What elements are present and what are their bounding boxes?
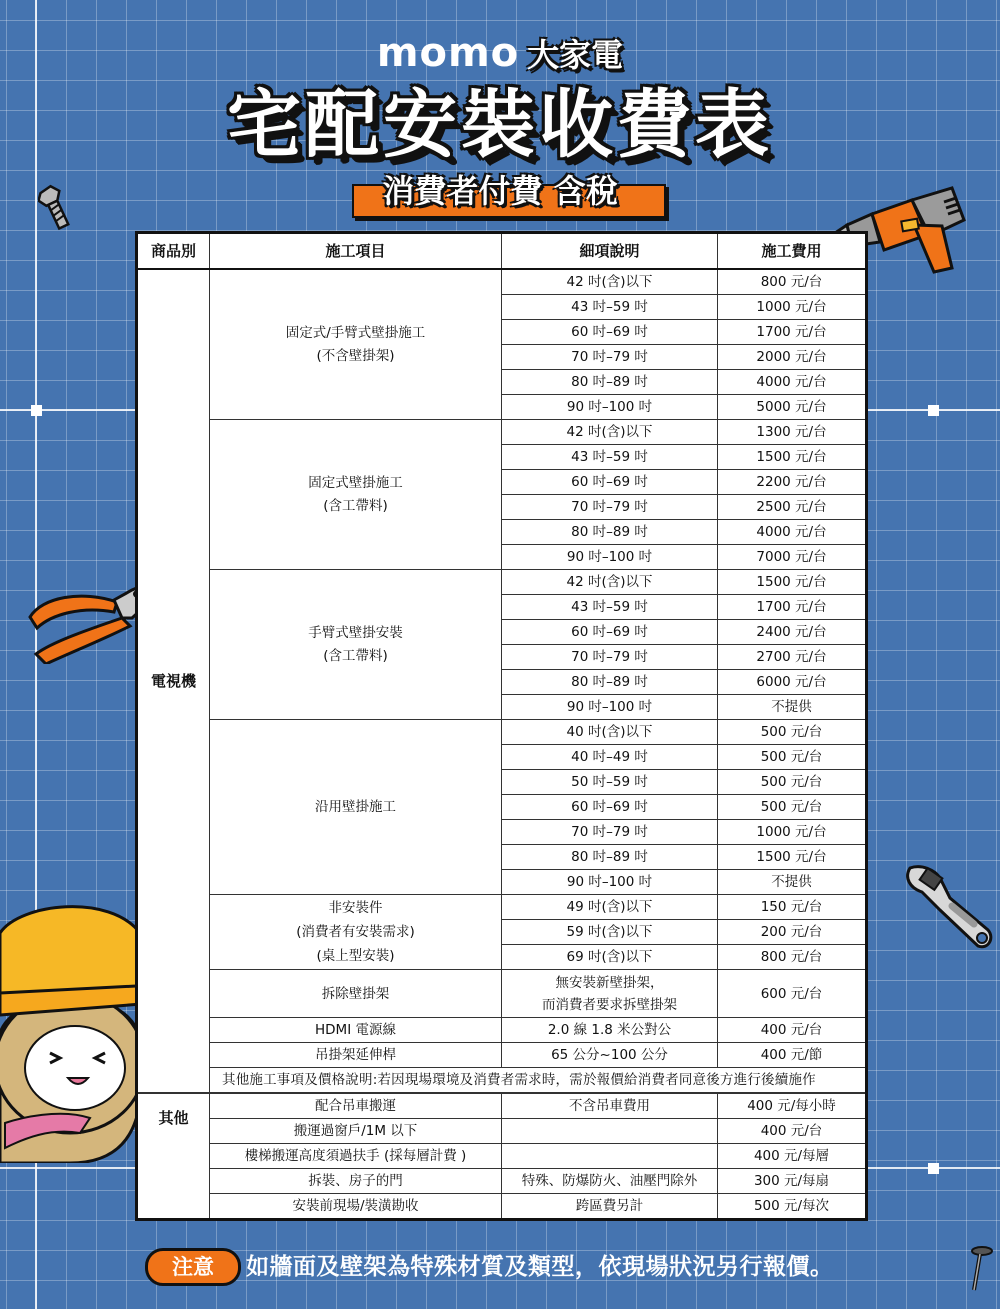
fee-cell: 400 元/每層 [718, 1144, 867, 1169]
detail-cell: 80 吋–89 吋 [502, 670, 718, 695]
detail-cell: 40 吋(含)以下 [502, 720, 718, 745]
header-item: 施工項目 [210, 233, 502, 270]
detail-cell: 80 吋–89 吋 [502, 845, 718, 870]
table-row [137, 970, 867, 1018]
note-row: 其他施工事項及價格說明:若因現場環境及消費者需求時，需於報價給消費者同意後方進行後續施作 [210, 1068, 867, 1094]
table-row [137, 1194, 867, 1220]
page-title: 宅配安裝收費表 [227, 82, 773, 168]
fee-cell: 1700 元/台 [718, 320, 867, 345]
wrench-icon [900, 858, 1000, 953]
detail-cell: 49 吋(含)以下 [502, 895, 718, 920]
table-row [137, 1093, 867, 1119]
detail-line: 無安裝新壁掛架， [555, 974, 664, 991]
fee-cell: 6000 元/台 [718, 670, 867, 695]
detail-cell: 90 吋–100 吋 [502, 395, 718, 420]
detail-cell: 90 吋–100 吋 [502, 545, 718, 570]
fee-cell: 1000 元/台 [718, 820, 867, 845]
detail-cell: 65 公分~100 公分 [502, 1043, 718, 1068]
fee-cell: 500 元/台 [718, 745, 867, 770]
category-label: 其他 [158, 1109, 189, 1127]
fee-cell: 800 元/台 [718, 269, 867, 295]
item-label: 手臂式壁掛安裝 [308, 624, 403, 641]
header-detail: 細項說明 [502, 233, 718, 270]
fee-cell: 500 元/每次 [718, 1194, 867, 1220]
table-row [137, 269, 867, 295]
fee-cell: 5000 元/台 [718, 395, 867, 420]
detail-cell: 43 吋–59 吋 [502, 445, 718, 470]
item-cell: HDMI 電源線 [210, 1018, 502, 1043]
detail-cell: 60 吋–69 吋 [502, 320, 718, 345]
table-row [137, 1043, 867, 1068]
fee-cell: 800 元/台 [718, 945, 867, 970]
item-cell [210, 420, 502, 570]
fee-cell: 400 元/每小時 [718, 1093, 867, 1119]
detail-cell: 90 吋–100 吋 [502, 870, 718, 895]
fee-cell: 4000 元/台 [718, 370, 867, 395]
detail-cell: 42 吋(含)以下 [502, 269, 718, 295]
detail-cell: 42 吋(含)以下 [502, 570, 718, 595]
detail-cell: 90 吋–100 吋 [502, 695, 718, 720]
detail-cell: 70 吋–79 吋 [502, 820, 718, 845]
fee-cell: 1000 元/台 [718, 295, 867, 320]
detail-cell: 43 吋–59 吋 [502, 295, 718, 320]
fee-cell: 4000 元/台 [718, 520, 867, 545]
detail-cell: 42 吋(含)以下 [502, 420, 718, 445]
fee-cell: 300 元/每扇 [718, 1169, 867, 1194]
item-cell: 配合吊車搬運 [210, 1093, 502, 1119]
fee-cell: 2500 元/台 [718, 495, 867, 520]
notice-text: 如牆面及壁架為特殊材質及類型，依現場狀況另行報價。 [246, 1254, 834, 1280]
table-row [137, 570, 867, 595]
detail-line: 而消費者要求拆壁掛架 [542, 996, 677, 1013]
detail-cell [502, 1119, 718, 1144]
fee-cell: 1700 元/台 [718, 595, 867, 620]
fee-cell: 1500 元/台 [718, 570, 867, 595]
item-sublabel: (含工帶料) [323, 497, 388, 514]
item-label: 非安裝件 [328, 900, 383, 916]
detail-cell [502, 970, 718, 1018]
detail-cell: 43 吋–59 吋 [502, 595, 718, 620]
notice-badge: 注意 [145, 1248, 241, 1286]
fee-table [135, 231, 868, 1221]
item-cell: 拆裝、房子的門 [210, 1169, 502, 1194]
detail-cell: 不含吊車費用 [502, 1093, 718, 1119]
table-row [137, 1144, 867, 1169]
fee-cell: 2000 元/台 [718, 345, 867, 370]
fee-cell: 400 元/節 [718, 1043, 867, 1068]
item-label: 固定式/手臂式壁掛施工 [285, 324, 426, 341]
detail-cell: 70 吋–79 吋 [502, 645, 718, 670]
detail-cell: 60 吋–69 吋 [502, 795, 718, 820]
detail-cell: 特殊、防爆防火、油壓門除外 [502, 1169, 718, 1194]
header-category: 商品別 [137, 233, 210, 270]
item-cell: 樓梯搬運高度須過扶手 (採每層計費 ) [210, 1144, 502, 1169]
table-row [137, 1169, 867, 1194]
grid-marker [928, 405, 939, 416]
item-sublabel: (含工帶料) [323, 647, 388, 664]
table-row [137, 1068, 867, 1094]
fee-cell: 1500 元/台 [718, 445, 867, 470]
fee-cell: 2700 元/台 [718, 645, 867, 670]
detail-cell: 60 吋–69 吋 [502, 620, 718, 645]
table-row [137, 420, 867, 445]
table-row [137, 720, 867, 745]
item-cell [210, 269, 502, 420]
item-label: 沿用壁掛施工 [315, 798, 396, 815]
item-cell: 吊掛架延伸桿 [210, 1043, 502, 1068]
item-label: 固定式壁掛施工 [308, 474, 403, 491]
grid-marker [31, 405, 42, 416]
momo-logo: momo [376, 30, 520, 76]
fee-cell: 1500 元/台 [718, 845, 867, 870]
fee-cell: 不提供 [718, 695, 867, 720]
item-cell [210, 570, 502, 720]
subtitle-text: 消費者付費 含稅 [382, 172, 618, 210]
item-cell: 安裝前現場/裝潢勘收 [210, 1194, 502, 1220]
detail-cell: 69 吋(含)以下 [502, 945, 718, 970]
detail-cell: 80 吋–89 吋 [502, 370, 718, 395]
category-tv: 電視機 [137, 269, 210, 1093]
detail-cell: 70 吋–79 吋 [502, 345, 718, 370]
item-cell [210, 895, 502, 970]
detail-cell: 40 吋–49 吋 [502, 745, 718, 770]
fee-cell: 600 元/台 [718, 970, 867, 1018]
item-cell [210, 720, 502, 895]
item-sublabel: (桌上型安裝) [316, 948, 395, 964]
category-other [137, 1093, 210, 1220]
detail-cell: 2.0 線 1.8 米公對公 [502, 1018, 718, 1043]
detail-cell: 59 吋(含)以下 [502, 920, 718, 945]
table-row [137, 895, 867, 920]
fee-cell: 2400 元/台 [718, 620, 867, 645]
nail-icon [966, 1245, 996, 1295]
fee-cell: 500 元/台 [718, 795, 867, 820]
fee-cell: 500 元/台 [718, 720, 867, 745]
header-fee: 施工費用 [718, 233, 867, 270]
fee-cell: 150 元/台 [718, 895, 867, 920]
bolt-icon [38, 183, 78, 231]
fee-cell: 200 元/台 [718, 920, 867, 945]
item-cell: 搬運過窗戶/1M 以下 [210, 1119, 502, 1144]
table-row [137, 1119, 867, 1144]
fee-cell: 2200 元/台 [718, 470, 867, 495]
table-header-row [137, 233, 867, 270]
detail-cell: 80 吋–89 吋 [502, 520, 718, 545]
detail-cell: 70 吋–79 吋 [502, 495, 718, 520]
fee-cell: 不提供 [718, 870, 867, 895]
detail-cell: 50 吋–59 吋 [502, 770, 718, 795]
fee-cell: 1300 元/台 [718, 420, 867, 445]
brand-logo [0, 30, 1000, 74]
item-sublabel: (消費者有安裝需求) [296, 924, 415, 940]
grid-marker [928, 1163, 939, 1174]
fee-cell: 7000 元/台 [718, 545, 867, 570]
detail-cell [502, 1144, 718, 1169]
brand-subtitle: 大家電 [527, 36, 624, 74]
item-cell: 拆除壁掛架 [210, 970, 502, 1018]
fee-cell: 400 元/台 [718, 1119, 867, 1144]
detail-cell: 跨區費另計 [502, 1194, 718, 1220]
fee-cell: 400 元/台 [718, 1018, 867, 1043]
table-row [137, 1018, 867, 1043]
fee-cell: 500 元/台 [718, 770, 867, 795]
item-sublabel: (不含壁掛架) [316, 347, 395, 364]
detail-cell: 60 吋–69 吋 [502, 470, 718, 495]
